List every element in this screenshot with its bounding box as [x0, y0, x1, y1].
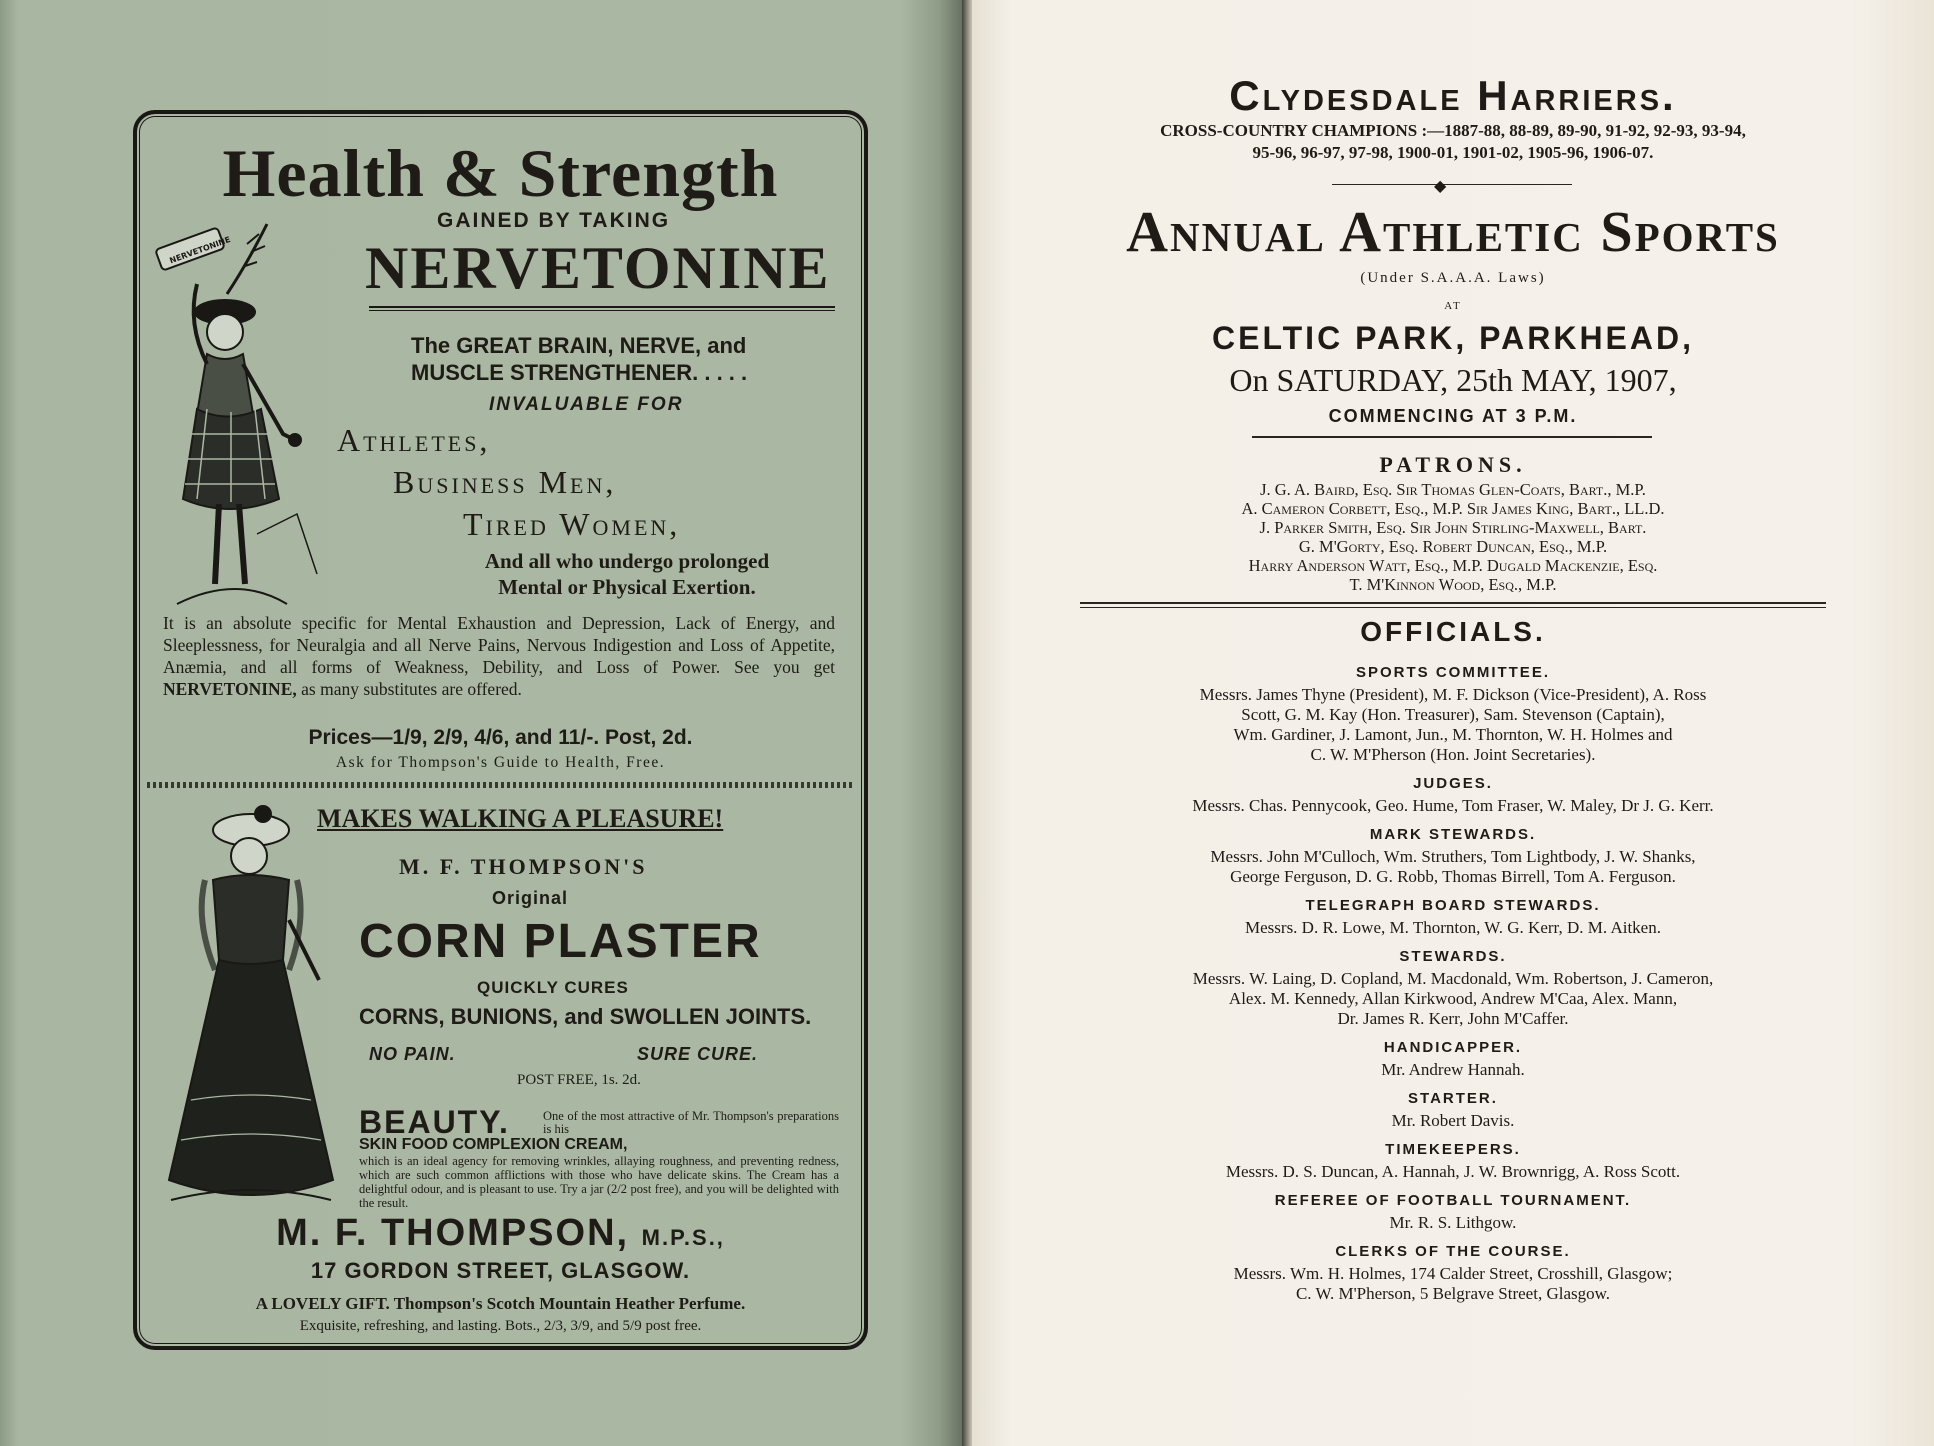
officials-section-heading: MARK STEWARDS.: [1369, 826, 1537, 843]
corn-no-pain: NO PAIN.: [369, 1044, 456, 1064]
skin-food-cream: SKIN FOOD COMPLEXION CREAM,: [359, 1136, 628, 1153]
officials-section-line: Mr. R. S. Lithgow.: [1389, 1213, 1517, 1232]
officials-section-line: George Ferguson, D. G. Robb, Thomas Birrell, Tom A. Ferguson.: [1230, 867, 1676, 886]
officials-section-heading: REFEREE OF FOOTBALL TOURNAMENT.: [1274, 1192, 1632, 1209]
officials-section-line: C. W. M'Pherson (Hon. Joint Secretaries).: [1310, 745, 1596, 764]
audience-athletes: Athletes,: [337, 422, 491, 458]
audience-business-men: Business Men,: [393, 464, 617, 500]
ad-tagline-line: The GREAT BRAIN, NERVE, and: [411, 333, 747, 358]
patron-line: T. M'Kinnon Wood, Esq., M.P.: [1349, 575, 1557, 594]
corn-sure-cure: SURE CURE.: [637, 1044, 759, 1064]
ad-product-name: NERVETONINE: [365, 235, 831, 301]
ad-guide-offer: Ask for Thompson's Guide to Health, Free.: [335, 754, 666, 771]
thompson-name: [137, 1212, 864, 1255]
corn-maker: M. F. THOMPSON'S: [399, 854, 648, 879]
officials-section-line: Messrs. James Thyne (President), M. F. Dickson (Vice-President), A. Ross: [1199, 685, 1707, 704]
officials-section-line: Dr. James R. Kerr, John M'Caffer.: [1337, 1009, 1569, 1028]
ad-invaluable: INVALUABLE FOR: [489, 394, 684, 415]
officials-section-line: Messrs. W. Laing, D. Copland, M. Macdonald, Wm. Robertson, J. Cameron,: [1192, 969, 1714, 988]
officials-section-heading: STARTER.: [1408, 1090, 1498, 1107]
walking-headline: MAKES WALKING A PLEASURE!: [317, 804, 724, 833]
officials-section-line: Mr. Andrew Hannah.: [1381, 1060, 1525, 1079]
ad-body-end: as many substitutes are offered.: [301, 679, 522, 699]
ornament-rule: [1332, 184, 1572, 185]
thompson-address: 17 GORDON STREET, GLASGOW.: [310, 1258, 691, 1283]
bottle-label: NERVETONINE: [168, 234, 232, 266]
ad-body-product: NERVETONINE,: [163, 679, 297, 699]
officials-section-heading: JUDGES.: [1413, 775, 1493, 792]
officials-section-line: Mr. Robert Davis.: [1391, 1111, 1515, 1130]
patron-line: J. G. A. Baird, Esq. Sir Thomas Glen-Coats, Bart., M.P.: [1260, 480, 1646, 499]
officials-section-heading: STEWARDS.: [1399, 948, 1507, 965]
event-title: Annual Athletic Sports: [1126, 199, 1780, 264]
beauty-heading: BEAUTY.: [359, 1104, 510, 1140]
ad-title: Health & Strength: [222, 135, 779, 211]
ad-body: It is an absolute specific for Mental Exhaustion and Depression, Lack of Energy, and Sleeplessness, for Neuralgia and all Nerve Pains, Nervous Indigestion and Loss of Appetite, Anæmia, and all forms of Weakness, Debility, and Loss of Power. See you get: [163, 613, 835, 677]
officials-section-heading: CLERKS OF THE COURSE.: [1335, 1243, 1571, 1260]
corn-original: Original: [492, 888, 569, 908]
champions-line: CROSS-COUNTRY CHAMPIONS :—1887-88, 88-89, 89-90, 91-92, 92-93, 93-94,: [1160, 121, 1746, 140]
ad-tagline: [411, 332, 747, 386]
at-label: AT: [1444, 300, 1462, 312]
beauty-body: which is an ideal agency for removing wrinkles, allaying roughness, and preventing redness, which are such common afflictions with those who have delicate skins. The Cream has a delightful odour, and is pleasant to use. Try a jar (2/2 post free), and you will be delighted with the result.: [359, 1154, 839, 1210]
officials-section-heading: TELEGRAPH BOARD STEWARDS.: [1305, 897, 1601, 914]
officials-section-line: Alex. M. Kennedy, Allan Kirkwood, Andrew M'Caa, Alex. Mann,: [1228, 989, 1678, 1008]
ad-body-text: [163, 612, 835, 700]
champions-line: 95-96, 96-97, 97-98, 1900-01, 1901-02, 1905-96, 1906-07.: [1252, 143, 1654, 162]
patron-line: G. M'Gorty, Esq. Robert Duncan, Esq., M.P.: [1298, 537, 1608, 556]
ad-prolonged-line: Mental or Physical Exertion.: [498, 575, 756, 599]
patron-line: A. Cameron Corbett, Esq., M.P. Sir James King, Bart., LL.D.: [1241, 499, 1665, 518]
thompson-name-text: M. F. THOMPSON,: [276, 1212, 630, 1254]
officials-section-line: Scott, G. M. Kay (Hon. Treasurer), Sam. Stevenson (Captain),: [1241, 705, 1665, 724]
patron-line: Harry Anderson Watt, Esq., M.P. Dugald Mackenzie, Esq.: [1248, 556, 1658, 575]
officials-section-heading: SPORTS COMMITTEE.: [1355, 664, 1550, 681]
divider: [1080, 607, 1826, 608]
divider: [1080, 602, 1826, 604]
event-date: On SATURDAY, 25th MAY, 1907,: [1229, 362, 1677, 398]
ad-prolonged: [427, 548, 827, 600]
lady-illustration: [151, 800, 351, 1220]
divider: [369, 310, 835, 311]
officials-section-line: Messrs. Wm. H. Holmes, 174 Calder Street, Crosshill, Glasgow;: [1233, 1264, 1673, 1283]
ad-gained-by: GAINED BY TAKING: [437, 209, 671, 232]
thompson-mps: M.P.S.,: [641, 1225, 725, 1250]
audience-tired-women: Tired Women,: [463, 506, 681, 542]
highland-girl-illustration: [147, 204, 327, 614]
programme-page: [972, 0, 1934, 1446]
corn-quickly-cures: QUICKLY CURES: [477, 978, 629, 997]
club-name: Clydesdale Harriers.: [1229, 72, 1677, 119]
officials-section-line: Wm. Gardiner, J. Lamont, Jun., M. Thornton, W. H. Holmes and: [1233, 725, 1673, 744]
divider: [1252, 436, 1652, 438]
officials-section-line: Messrs. D. S. Duncan, A. Hannah, J. W. Brownrigg, A. Ross Scott.: [1225, 1162, 1681, 1181]
start-time: COMMENCING AT 3 P.M.: [1328, 406, 1578, 426]
beauty-intro: One of the most attractive of Mr. Thompson's preparations is his: [543, 1109, 839, 1136]
ornament-icon: ◆: [1434, 178, 1447, 195]
divider: [369, 306, 835, 308]
officials-title: OFFICIALS.: [1360, 616, 1546, 647]
patrons-title: PATRONS.: [1379, 452, 1527, 477]
ad-tagline-line: MUSCLE STRENGTHENER. . . . .: [411, 360, 748, 385]
officials-section-heading: HANDICAPPER.: [1383, 1039, 1523, 1056]
corn-ailments: CORNS, BUNIONS, and SWOLLEN JOINTS.: [359, 1004, 812, 1029]
gift-detail: Exquisite, refreshing, and lasting. Bots., 2/3, 3/9, and 5/9 post free.: [299, 1318, 702, 1334]
officials-section-line: Messrs. D. R. Lowe, M. Thornton, W. G. Kerr, D. M. Aitken.: [1245, 918, 1661, 937]
section-divider: [147, 782, 853, 788]
gift-line: A LOVELY GIFT. Thompson's Scotch Mountain Heather Perfume.: [255, 1294, 746, 1313]
officials-section-line: Messrs. John M'Culloch, Wm. Struthers, Tom Lightbody, J. W. Shanks,: [1210, 847, 1696, 866]
laws-note: (Under S.A.A.A. Laws): [1360, 270, 1546, 286]
officials-section-heading: TIMEKEEPERS.: [1385, 1141, 1521, 1158]
corn-post-free: POST FREE, 1s. 2d.: [517, 1072, 641, 1088]
ad-prolonged-line: And all who undergo prolonged: [484, 549, 770, 573]
ad-prices: Prices—1/9, 2/9, 4/6, and 11/-. Post, 2d.: [308, 726, 693, 749]
corn-plaster-title: CORN PLASTER: [359, 915, 762, 968]
officials-section-line: C. W. M'Pherson, 5 Belgrave Street, Glasgow.: [1295, 1284, 1611, 1303]
venue: CELTIC PARK, PARKHEAD,: [1212, 320, 1694, 356]
nervetonine-advertisement: [133, 110, 868, 1350]
patron-line: J. Parker Smith, Esq. Sir John Stirling-Maxwell, Bart.: [1259, 518, 1647, 537]
officials-section-line: Messrs. Chas. Pennycook, Geo. Hume, Tom Fraser, W. Maley, Dr J. G. Kerr.: [1192, 796, 1714, 815]
